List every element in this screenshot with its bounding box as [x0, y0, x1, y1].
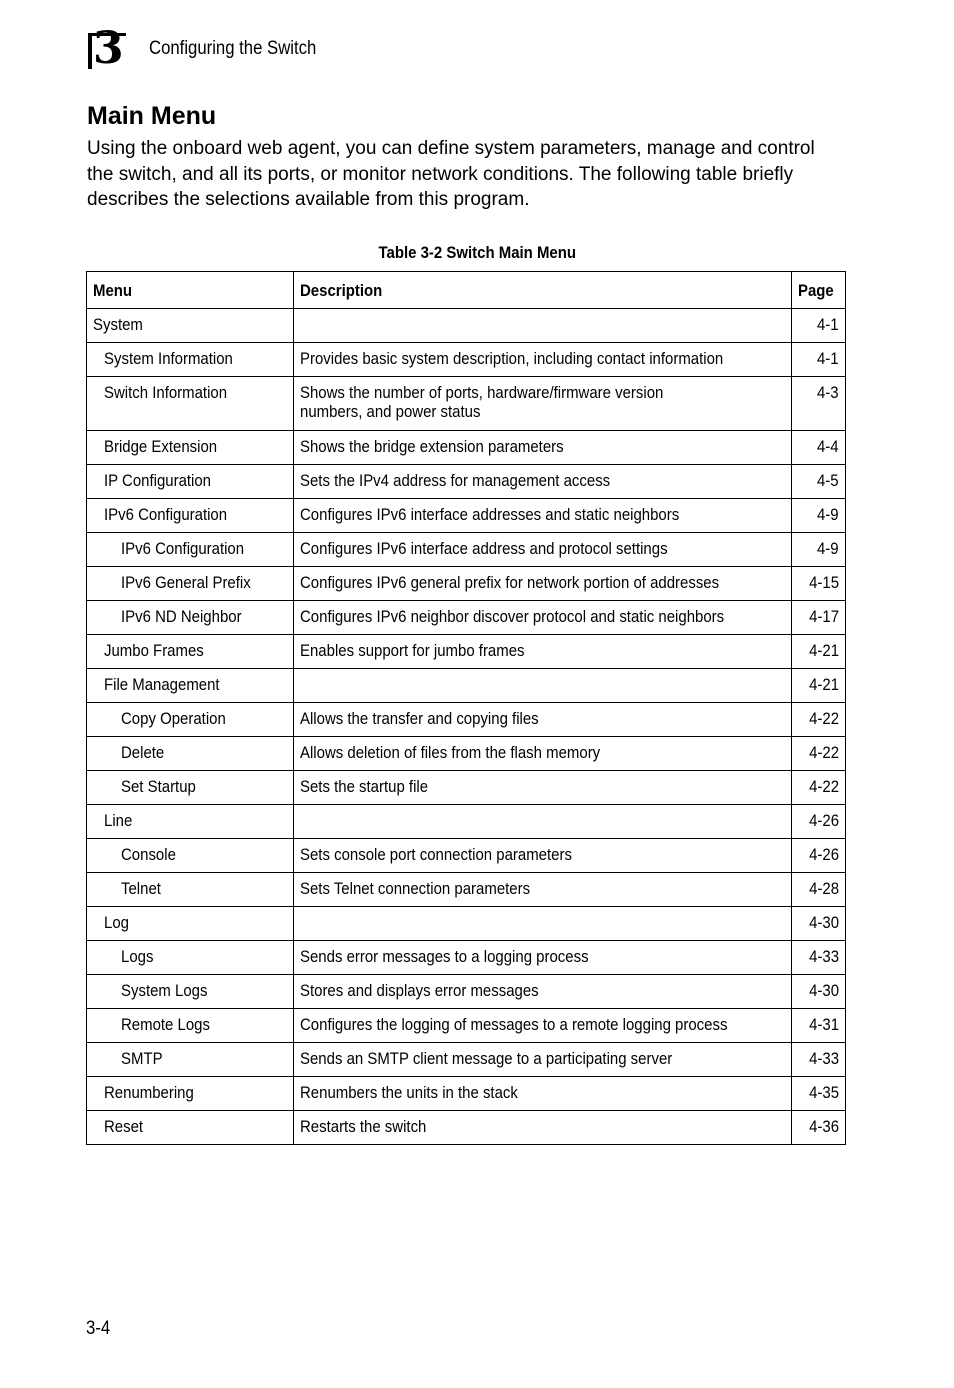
table-row: [87, 941, 846, 975]
main-menu-table: [86, 271, 846, 1145]
description-cell: Renumbers the units in the stack: [299, 1083, 518, 1102]
page-cell: 4-21: [809, 641, 839, 660]
menu-cell: IPv6 General Prefix: [121, 573, 251, 592]
description-cell: Sets the IPv4 address for management access: [299, 471, 610, 490]
intro-paragraph: Using the onboard web agent, you can define system parameters, manage and control the switch, and all its ports, or monitor network conditions. The following table briefly describes the selections available from this program.: [87, 138, 815, 210]
page-cell: 4-26: [809, 845, 839, 864]
page-cell: 4-30: [809, 913, 839, 932]
table-row: [87, 635, 846, 669]
description-cell: Sets console port connection parameters: [299, 845, 572, 864]
table-row: [87, 1043, 846, 1077]
description-cell: Sends error messages to a logging process: [299, 947, 589, 966]
page-cell: 4-28: [809, 879, 839, 898]
description-cell: Allows the transfer and copying files: [299, 709, 539, 728]
table-header-row: [87, 272, 846, 309]
description-cell-line2: numbers, and power status: [299, 402, 481, 421]
table-caption: Table 3-2 Switch Main Menu: [378, 243, 576, 262]
page-cell: 4-3: [817, 383, 839, 402]
description-cell: Configures the logging of messages to a remote logging process: [299, 1015, 728, 1034]
table-row: [87, 343, 846, 377]
menu-cell: Reset: [104, 1117, 144, 1136]
chapter-number: 3: [93, 23, 124, 74]
header-page: Page: [792, 272, 846, 309]
menu-cell: Switch Information: [104, 383, 228, 402]
header-menu: Menu: [87, 272, 294, 309]
table-row: [87, 499, 846, 533]
menu-cell: IPv6 Configuration: [104, 505, 228, 524]
description-cell: Restarts the switch: [299, 1117, 427, 1136]
table-row: [87, 873, 846, 907]
description-cell: Configures IPv6 general prefix for network portion of addresses: [299, 573, 719, 592]
table-row: [87, 839, 846, 873]
page-cell: 4-30: [809, 981, 839, 1000]
table-row: [87, 1111, 846, 1145]
page-cell: 4-9: [817, 505, 839, 524]
description-cell: Enables support for jumbo frames: [299, 641, 525, 660]
menu-cell: Console: [121, 845, 176, 864]
page-cell: 4-21: [809, 675, 839, 694]
menu-cell: IPv6 Configuration: [121, 539, 245, 558]
table-row: [87, 533, 846, 567]
page-cell: 4-1: [817, 315, 839, 334]
menu-cell: IPv6 ND Neighbor: [121, 607, 242, 626]
table-row: [87, 771, 846, 805]
page-cell: 4-15: [809, 573, 839, 592]
table-row: [87, 601, 846, 635]
page-cell: 4-36: [809, 1117, 839, 1136]
page-cell: 4-17: [809, 607, 839, 626]
menu-cell: Bridge Extension: [104, 437, 218, 456]
menu-cell: Log: [104, 913, 129, 932]
page-cell: 4-22: [809, 709, 839, 728]
menu-cell: Logs: [121, 947, 154, 966]
page-cell: 4-1: [817, 349, 839, 368]
menu-cell: System Information: [104, 349, 233, 368]
menu-cell: Copy Operation: [121, 709, 226, 728]
description-cell: Sets Telnet connection parameters: [299, 879, 530, 898]
page-cell: 4-22: [809, 743, 839, 762]
menu-cell: System: [93, 315, 143, 334]
page-cell: 4-5: [817, 471, 839, 490]
menu-cell: SMTP: [121, 1049, 163, 1068]
table-row: [87, 703, 846, 737]
description-cell: Allows deletion of files from the flash memory: [299, 743, 600, 762]
description-cell: Sends an SMTP client message to a participating server: [299, 1049, 672, 1068]
description-cell: Stores and displays error messages: [299, 981, 539, 1000]
menu-cell: IP Configuration: [104, 471, 212, 490]
menu-cell: Remote Logs: [121, 1015, 210, 1034]
menu-cell: File Management: [104, 675, 220, 694]
page-cell: 4-26: [809, 811, 839, 830]
table-row: [87, 737, 846, 771]
page-cell: 4-33: [809, 1049, 839, 1068]
table-row: [87, 907, 846, 941]
description-cell: Shows the bridge extension parameters: [299, 437, 564, 456]
table-row: [87, 1009, 846, 1043]
menu-cell: Line: [104, 811, 133, 830]
page-cell: 4-35: [809, 1083, 839, 1102]
chapter-title: Configuring the Switch: [149, 38, 317, 59]
page-cell: 4-22: [809, 777, 839, 796]
section-title: Main Menu: [87, 102, 217, 130]
description-cell: Configures IPv6 neighbor discover protocol and static neighbors: [299, 607, 724, 626]
menu-cell: System Logs: [121, 981, 208, 1000]
description-cell: Configures IPv6 interface addresses and static neighbors: [299, 505, 679, 524]
table-row: [87, 975, 846, 1009]
description-cell: Configures IPv6 interface address and protocol settings: [299, 539, 668, 558]
description-cell: Shows the number of ports, hardware/firmware version: [299, 383, 663, 402]
table-row: [87, 377, 846, 431]
description-cell: Sets the startup file: [299, 777, 428, 796]
table-row: [87, 567, 846, 601]
menu-cell: Set Startup: [121, 777, 196, 796]
description-cell: Provides basic system description, including contact information: [299, 349, 723, 368]
menu-cell: Telnet: [121, 879, 161, 898]
page-cell: 4-31: [809, 1015, 839, 1034]
table-row: [87, 465, 846, 499]
page-number: 3-4: [86, 1318, 111, 1339]
header-description: Description: [293, 272, 792, 309]
menu-cell: Jumbo Frames: [104, 641, 204, 660]
menu-cell: Renumbering: [104, 1083, 194, 1102]
table-row: [87, 1077, 846, 1111]
table-row: [87, 309, 846, 343]
page-cell: 4-9: [817, 539, 839, 558]
table-row: [87, 431, 846, 465]
table-row: [87, 805, 846, 839]
table-row: [87, 669, 846, 703]
page-cell: 4-4: [817, 437, 839, 456]
menu-cell: Delete: [121, 743, 165, 762]
page-cell: 4-33: [809, 947, 839, 966]
